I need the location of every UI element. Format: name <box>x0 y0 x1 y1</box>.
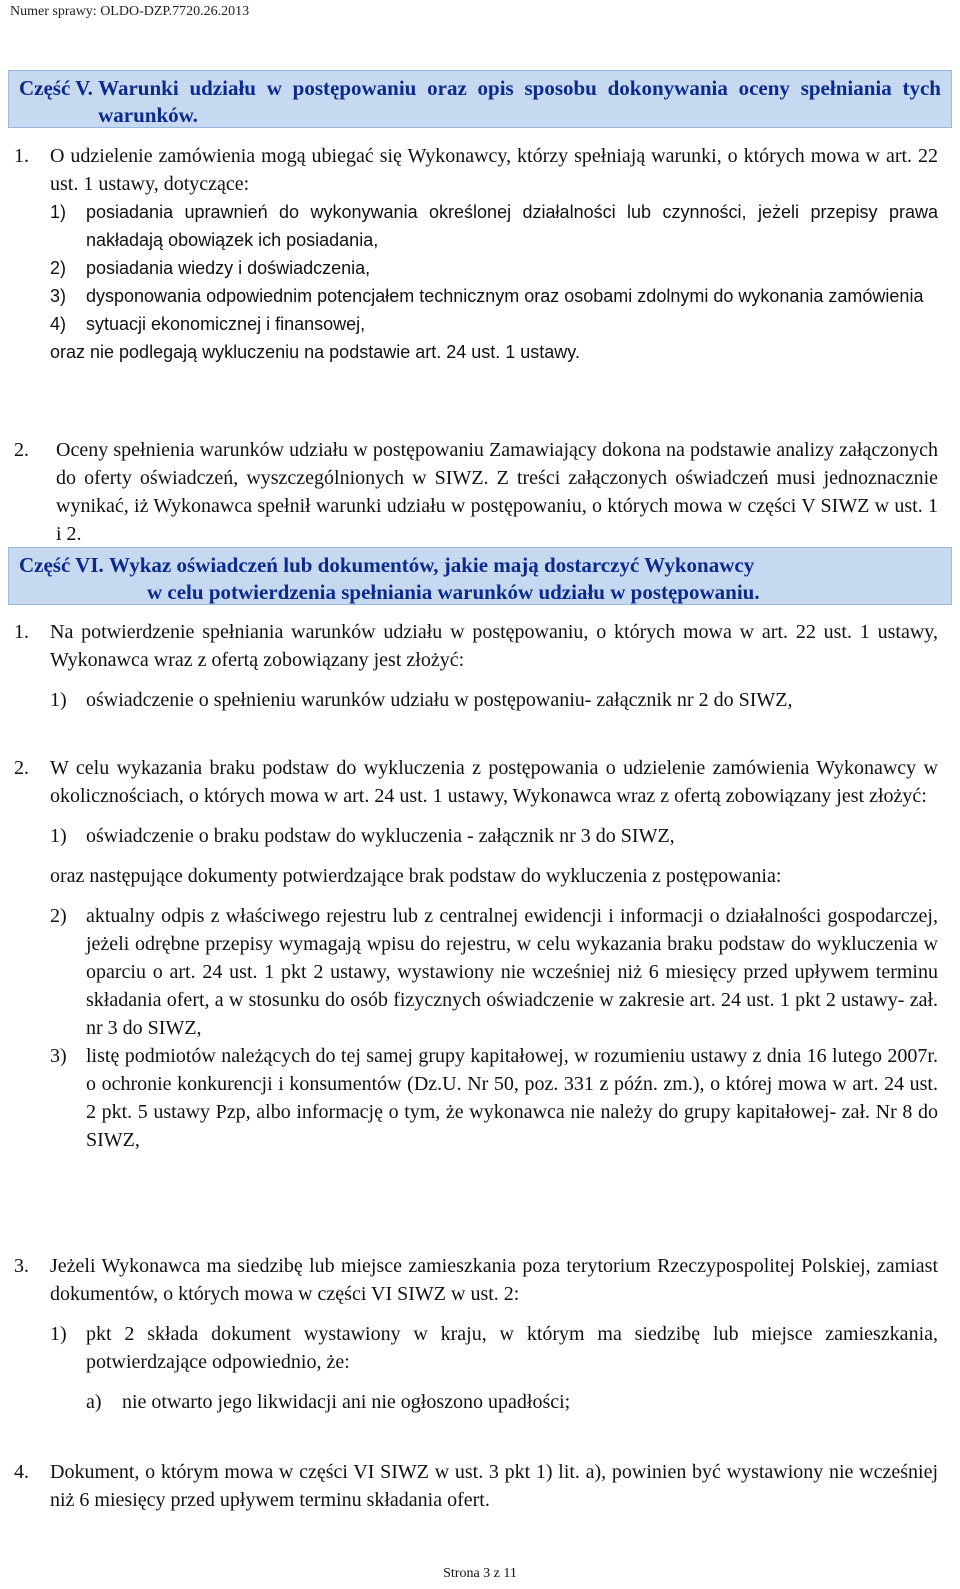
sub-text: posiadania wiedzy i doświadczenia, <box>86 258 371 278</box>
sub-num: 2) <box>50 905 67 927</box>
part5-label: Część V. <box>19 76 93 100</box>
sub-text: pkt 2 składa dokument wystawiony w kraju, w którym ma siedzibę lub miejsce zamieszkania, potwierdzające odpowiednio, że: <box>86 1323 938 1373</box>
part6-item2-middle: oraz następujące dokumenty potwierdzające brak podstaw do wykluczenia z postępowania: <box>50 865 782 887</box>
part6-item2-num: 2. <box>14 757 29 779</box>
part6-item2-text: W celu wykazania braku podstaw do wykluczenia z postępowania o udzielenie zamówienia Wykonawcy w okolicznościach, o których mowa w art. 24 ust. 1 ustawy, Wykonawca wraz z ofertą zobowiązany jest złożyć: <box>50 757 938 807</box>
sub-num: 1) <box>50 825 67 847</box>
part5-item1-intro: O udzielenie zamówienia mogą ubiegać się Wykonawcy, którzy spełniają warunki, o których mowa w art. 22 ust. 1 ustawy, dotyczące: <box>50 145 938 195</box>
part6-item3 <box>0 1252 960 1416</box>
sub-text: oświadczenie o braku podstaw do wykluczenia - załącznik nr 3 do SIWZ, <box>86 825 675 847</box>
part6-title-line1: Wykaz oświadczeń lub dokumentów, jakie mają dostarczyć Wykonawcy <box>109 553 755 577</box>
part6-item4-text: Dokument, o którym mowa w części VI SIWZ w ust. 3 pkt 1) lit. a), powinien być wystawiony nie wcześniej niż 6 miesięcy przed upływem terminu składania ofert. <box>50 1461 938 1511</box>
sub-num: a) <box>86 1391 102 1413</box>
part6-label: Część VI. <box>19 553 104 577</box>
sub-num: 4) <box>50 314 67 334</box>
part6-item3-num: 3. <box>14 1255 29 1277</box>
part5-item2-text: Oceny spełnienia warunków udziału w postępowaniu Zamawiający dokona na podstawie analizy załączonych do oferty oświadczeń, wyszczególnionych w SIWZ. Z treści załączonych oświadczeń musi jednoznacznie wynikać, iż Wykonawca spełnił warunki udziału w postępowaniu, o których mowa w części V SIWZ w ust. 1 i 2. <box>56 439 938 545</box>
sub-num: 2) <box>50 258 67 278</box>
part6-item1-num: 1. <box>14 621 29 643</box>
part5-item2-num: 2. <box>14 439 29 461</box>
sub-text: listę podmiotów należących do tej samej grupy kapitałowej, w rozumieniu ustawy z dnia 16 lutego 2007r. o ochronie konkurencji i konsumentów (Dz.U. Nr 50, poz. 331 z późn. zm.), o której mowa w art. 24 ust. 2 pkt. 5 ustawy Pzp, albo informację o tym, że wykonawca nie należy do grupy kapitałowej- zał. Nr 8 do SIWZ, <box>86 1045 938 1151</box>
part6-item4-num: 4. <box>14 1461 29 1483</box>
part5-heading <box>8 70 952 128</box>
part5-title: Warunki udziału w postępowaniu oraz opis sposobu dokonywania oceny spełniania tych warunków. <box>98 76 941 127</box>
part6-item1 <box>0 618 960 714</box>
sub-text: aktualny odpis z właściwego rejestru lub z centralnej ewidencji i informacji o działalności gospodarczej, jeżeli odrębne przepisy wymagają wpisu do rejestru, w celu wykazania braku podstaw do wykluczenia w oparciu o art. 24 ust. 1 pkt 2 ustawy, wystawiony nie wcześniej niż 6 miesięcy przed upływem terminu składania ofert, a w stosunku do osób fizycznych oświadczenie w zakresie art. 24 ust. 1 pkt 2 ustawy- zał. nr 3 do SIWZ, <box>86 905 938 1039</box>
sub-text: oświadczenie o spełnieniu warunków udziału w postępowaniu- załącznik nr 2 do SIWZ, <box>86 689 793 711</box>
part6-item2 <box>0 754 960 1154</box>
part6-item1-text: Na potwierdzenie spełniania warunków udziału w postępowaniu, o których mowa w art. 22 ust. 1 ustawy, Wykonawca wraz z ofertą zobowiązany jest złożyć: <box>50 621 938 671</box>
sub-num: 3) <box>50 1045 67 1067</box>
part5-item2 <box>0 436 960 548</box>
sub-num: 1) <box>50 689 67 711</box>
page-number-footer: Strona 3 z 11 <box>443 1566 517 1581</box>
sub-num: 1) <box>50 1323 67 1345</box>
part6-title-line2: w celu potwierdzenia spełniania warunków udziału w postępowaniu. <box>147 580 760 604</box>
part6-heading <box>8 547 952 605</box>
sub-text: posiadania uprawnień do wykonywania określonej działalności lub czynności, jeżeli przepisy prawa nakładają obowiązek ich posiadania, <box>86 202 938 250</box>
sub-text: sytuacji ekonomicznej i finansowej, <box>86 314 366 334</box>
part6-item4 <box>0 1458 960 1514</box>
sub-num: 1) <box>50 202 67 222</box>
part6-item3-text: Jeżeli Wykonawca ma siedzibę lub miejsce zamieszkania poza terytorium Rzeczypospolitej Polskiej, zamiast dokumentów, o których mowa w części VI SIWZ w ust. 2: <box>50 1255 938 1305</box>
sub-text: nie otwarto jego likwidacji ani nie ogłoszono upadłości; <box>122 1391 571 1413</box>
sub-num: 3) <box>50 286 67 306</box>
case-number-header: Numer sprawy: OLDO-DZP.7720.26.2013 <box>10 4 250 19</box>
part5-item1-closing: oraz nie podlegają wykluczeniu na podstawie art. 24 ust. 1 ustawy. <box>50 342 580 362</box>
part5-item1 <box>0 142 960 366</box>
part5-item1-num: 1. <box>14 145 29 167</box>
sub-text: dysponowania odpowiednim potencjałem technicznym oraz osobami zdolnymi do wykonania zamówienia <box>86 286 924 306</box>
